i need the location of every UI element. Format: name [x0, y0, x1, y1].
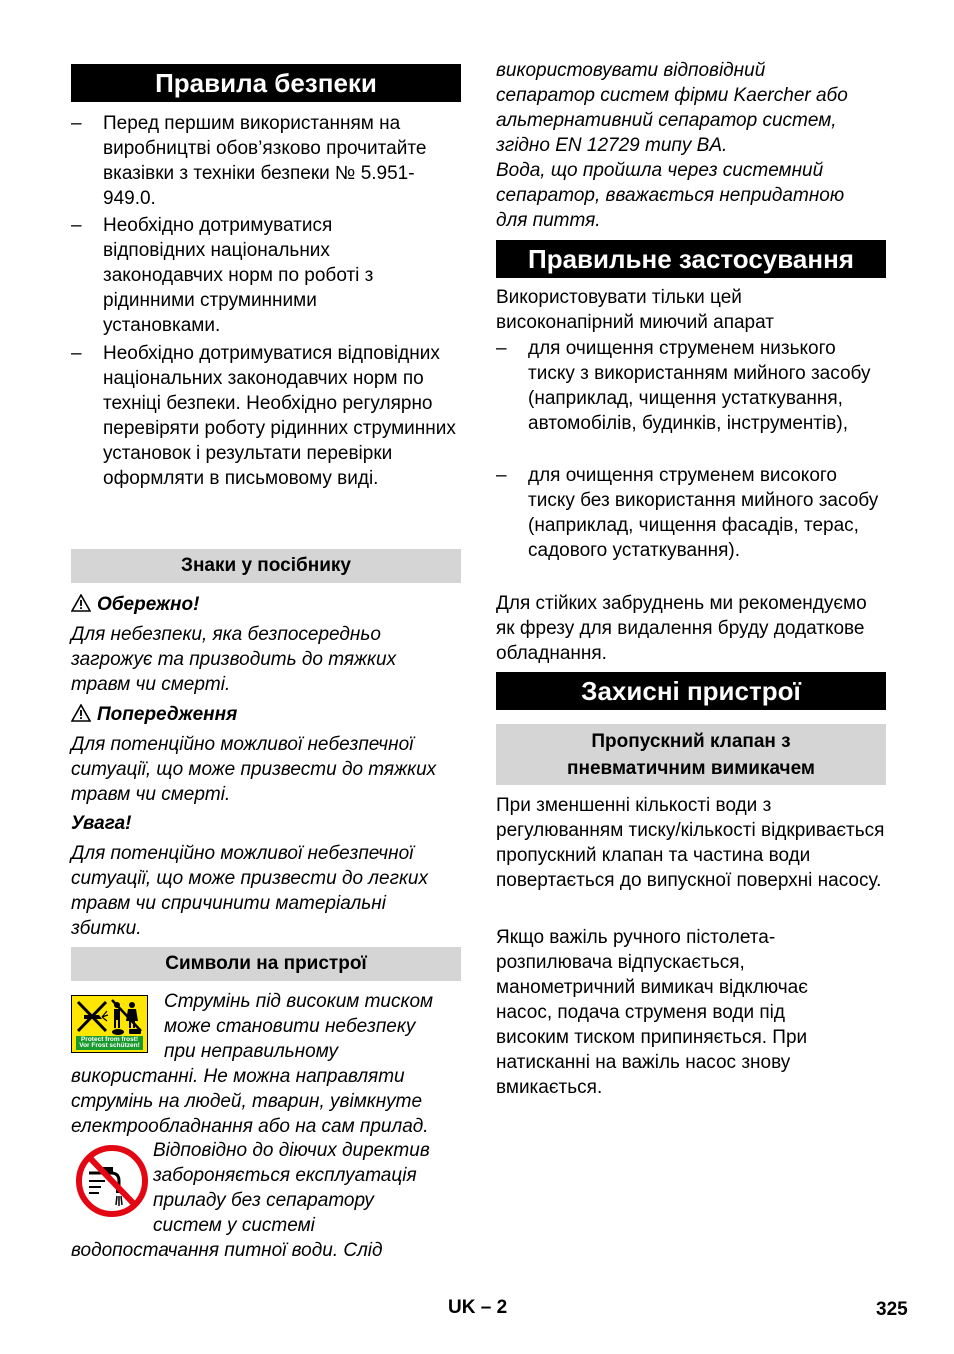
jet-text-wrap-1: Струмінь під високим тиском: [164, 991, 434, 1012]
caution-label: Увага!: [71, 813, 132, 834]
jet-text-full-2: струмінь на людей, тварин, увімкнуте: [71, 1091, 423, 1112]
usage-intro: Використовувати тільки цей високонапірний миючий апарат: [496, 287, 774, 333]
dash-bullet: –: [71, 215, 82, 236]
dash-bullet: –: [71, 113, 82, 134]
safety-item: [71, 341, 461, 491]
jet-text-wrap-3: при неправильному: [164, 1041, 339, 1062]
water-text-wrap-4: систем у системі: [153, 1215, 315, 1236]
dash-bullet: –: [71, 343, 82, 364]
water-text-full: водопостачання питної води. Слід: [71, 1240, 383, 1261]
warning-label-row: [71, 702, 237, 727]
danger-text: Для небезпеки, яка безпосередньо загрожує та призводить до тяжких травм чи смерті.: [71, 624, 397, 695]
water-text-wrap-2: забороняється експлуатація: [153, 1165, 417, 1186]
usage-item-text: для очищення струменем низького тиску з використанням мийного засобу (наприклад, чищення устаткування, автомобілів, будинків, інструментів),: [528, 338, 871, 434]
separator-text-4: згідно EN 12729 типу BA.: [496, 135, 728, 156]
no-drinking-water-connection-icon: [75, 1143, 149, 1219]
sticker-label-2: Vor Frost schützen!: [79, 1042, 140, 1049]
warning-triangle-icon: [71, 704, 91, 722]
protect-heading: Захисні пристрої: [496, 672, 886, 710]
separator-text-5: Вода, що пройшла через системний: [496, 160, 824, 181]
dash-bullet: –: [496, 465, 507, 486]
safety-item-text: Необхідно дотримуватися відповідних національних законодавчих норм по техніці безпеки. Необхідно регулярно перевіряти роботу рідинних струминних установок і результати перевірки оформляти в письмовому виді.: [103, 343, 456, 489]
jet-warning-sticker: [71, 995, 148, 1053]
danger-label: Обережно!: [97, 594, 200, 615]
signs-heading: Знаки у посібнику: [71, 549, 461, 583]
usage-outro: Для стійких забруднень ми рекомендуємо як фрезу для видалення бруду додаткове обладнання.: [496, 593, 867, 664]
dash-bullet: –: [496, 338, 507, 359]
usage-item-text: для очищення струменем високого тиску без використання мийного засобу (наприклад, чищення фасадів, терас, садового устаткування).: [528, 465, 879, 561]
valve-paragraph-2: Якщо важіль ручного пістолета-розпилювача відпускається, манометричний вимикач відключає насос, подача струменя води під високим тиском припиняється. При натисканні на важіль насос знову вмикається.: [496, 927, 808, 1098]
usage-heading: Правильне застосування: [496, 240, 886, 278]
valve-paragraph-1: При зменшенні кількості води з регулюванням тиску/кількості відкривається пропускний клапан та частина води повертається до випускної поверхні насосу.: [496, 795, 885, 891]
safety-item-text: Необхідно дотримуватися відповідних національних законодавчих норм по роботі з рідинними струминними установками.: [103, 215, 374, 336]
footer-language-page: UK – 2: [448, 1297, 508, 1318]
sticker-label-1: Protect from frost!: [80, 1036, 139, 1043]
separator-text-6: сепаратор, вважається непридатною: [496, 185, 845, 206]
jet-text-wrap-2: може становити небезпеку: [164, 1016, 416, 1037]
safety-item-text: Перед першим використанням на виробництві обов’язково прочитайте вказівки з техніки безпеки № 5.951-949.0.: [103, 113, 427, 209]
danger-label-row: [71, 592, 199, 617]
separator-text-3: альтернативний сепаратор систем,: [496, 110, 837, 131]
jet-text-full-1: використанні. Не можна направляти: [71, 1066, 405, 1087]
usage-item: [496, 463, 886, 563]
safety-item: [71, 213, 461, 338]
footer-page-number: 325: [876, 1299, 908, 1320]
safety-heading: Правила безпеки: [71, 64, 461, 102]
separator-text-2: сепаратор систем фірми Kaercher або: [496, 85, 848, 106]
separator-text-1: використовувати відповідний: [496, 60, 766, 81]
symbols-heading: Символи на пристрої: [71, 947, 461, 981]
caution-text: Для потенційно можливої небезпечної ситуації, що може призвести до легких травм чи спричинити матеріальні збитки.: [71, 843, 429, 939]
warning-triangle-icon: [71, 594, 91, 612]
water-text-wrap-1: Відповідно до діючих директив: [153, 1140, 430, 1161]
separator-text-7: для пиття.: [496, 210, 601, 231]
water-text-wrap-3: приладу без сепаратору: [153, 1190, 374, 1211]
safety-item: [71, 111, 461, 211]
jet-text-full-3: електрообладнання або на сам прилад.: [71, 1116, 429, 1137]
drinking-water-prohibition-sign: [75, 1143, 149, 1219]
valve-heading: Пропускний клапан з пневматичним вимикачем: [496, 724, 886, 785]
usage-item: [496, 336, 886, 436]
warning-text: Для потенційно можливої небезпечної ситуації, що може призвести до тяжких травм чи смерті.: [71, 734, 437, 805]
warning-label: Попередження: [97, 704, 238, 725]
